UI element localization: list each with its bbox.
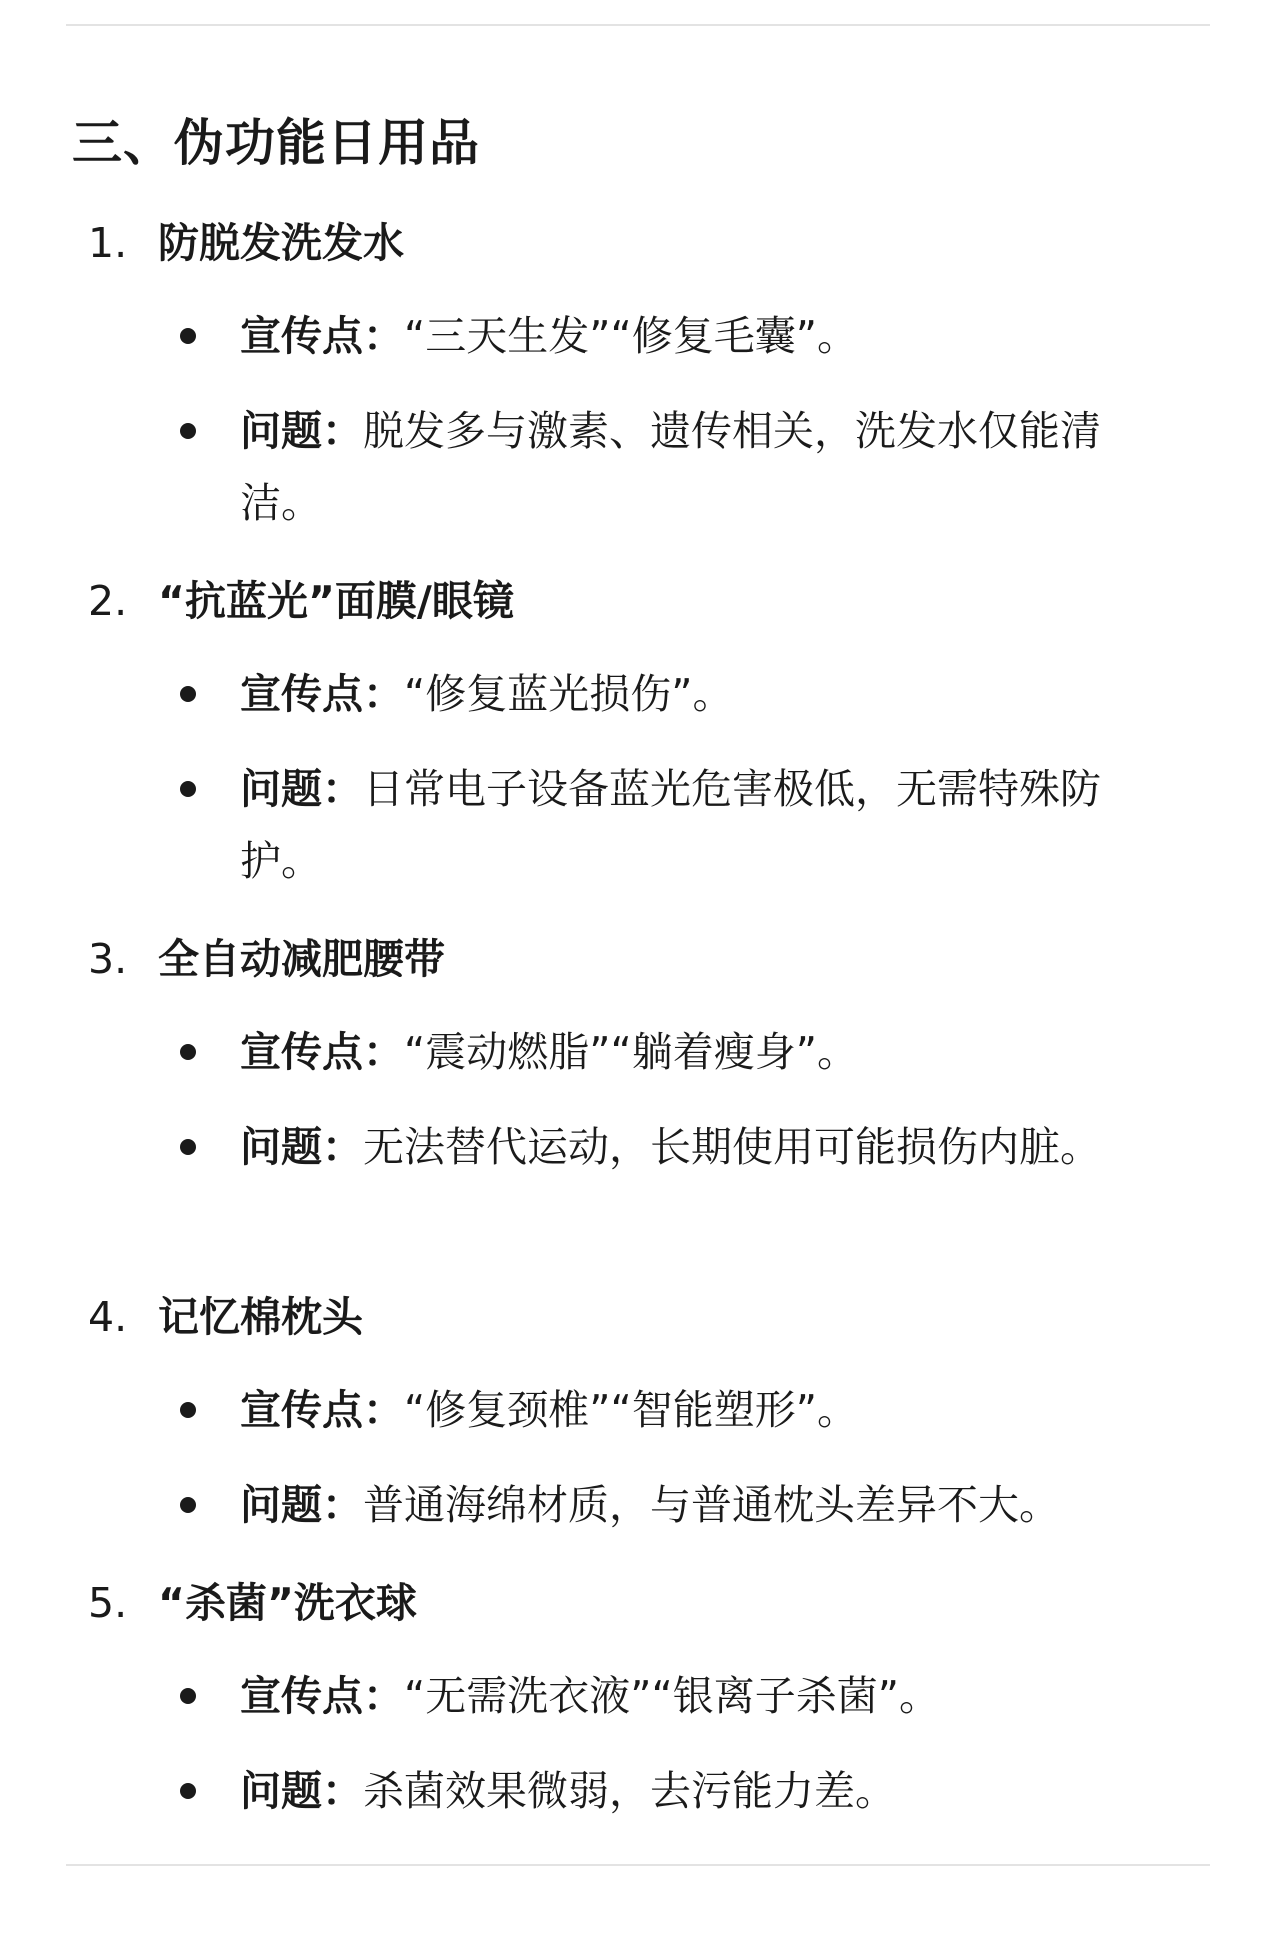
promo-label: 宣传点： (240, 670, 404, 718)
promo-bullet (240, 1374, 1170, 1446)
promo-bullet (240, 1016, 1170, 1088)
top-divider (66, 24, 1210, 26)
issue-text: 普通海绵材质，与普通枕头差异不大。 (363, 1481, 1060, 1529)
section-title: 三、伪功能日用品 (72, 114, 480, 172)
issue-text: 无法替代运动，长期使用可能损伤内脏。 (363, 1123, 1101, 1171)
promo-bullet (240, 1660, 1170, 1732)
promo-text: “无需洗衣液”“银离子杀菌”。 (404, 1672, 940, 1720)
item-name: 全自动减肥腰带 (158, 935, 445, 983)
bullet-dot-icon (180, 328, 196, 344)
promo-label: 宣传点： (240, 312, 404, 360)
item-number: 3. (88, 935, 128, 983)
item-number: 4. (88, 1293, 128, 1341)
issue-text: 脱发多与激素、遗传相关，洗发水仅能清洁。 (240, 407, 1101, 527)
item-number: 2. (88, 577, 128, 625)
bullet-dot-icon (180, 686, 196, 702)
promo-text: “震动燃脂”“躺着瘦身”。 (404, 1028, 858, 1076)
item-number: 1. (88, 219, 128, 267)
issue-label: 问题： (240, 407, 363, 455)
promo-bullet (240, 300, 1170, 372)
bullet-dot-icon (180, 1044, 196, 1060)
bullet-dot-icon (180, 781, 196, 797)
bullet-dot-icon (180, 1497, 196, 1513)
promo-text: “三天生发”“修复毛囊”。 (404, 312, 858, 360)
list-item-title (88, 1574, 417, 1632)
bullet-dot-icon (180, 423, 196, 439)
promo-text: “修复颈椎”“智能塑形”。 (404, 1386, 858, 1434)
issue-text: 杀菌效果微弱，去污能力差。 (363, 1767, 896, 1815)
item-name: 防脱发洗发水 (158, 219, 404, 267)
bullet-dot-icon (180, 1139, 196, 1155)
item-number: 5. (88, 1579, 128, 1627)
issue-bullet (240, 1755, 1170, 1827)
promo-text: “修复蓝光损伤”。 (404, 670, 734, 718)
item-name: “抗蓝光”面膜/眼镜 (158, 577, 514, 625)
issue-label: 问题： (240, 765, 363, 813)
promo-label: 宣传点： (240, 1672, 404, 1720)
issue-bullet (240, 753, 1170, 897)
list-item-title (88, 1288, 363, 1346)
list-item-title (88, 572, 514, 630)
list-item-title (88, 930, 445, 988)
bullet-dot-icon (180, 1688, 196, 1704)
issue-label: 问题： (240, 1481, 363, 1529)
issue-bullet (240, 1469, 1170, 1541)
item-name: “杀菌”洗衣球 (158, 1579, 417, 1627)
bullet-dot-icon (180, 1402, 196, 1418)
promo-label: 宣传点： (240, 1386, 404, 1434)
list-item-title (88, 214, 404, 272)
issue-bullet (240, 1111, 1170, 1183)
item-name: 记忆棉枕头 (158, 1293, 363, 1341)
issue-label: 问题： (240, 1767, 363, 1815)
promo-label: 宣传点： (240, 1028, 404, 1076)
issue-label: 问题： (240, 1123, 363, 1171)
issue-text: 日常电子设备蓝光危害极低，无需特殊防护。 (240, 765, 1101, 885)
bottom-divider (66, 1864, 1210, 1866)
bullet-dot-icon (180, 1783, 196, 1799)
issue-bullet (240, 395, 1170, 539)
promo-bullet (240, 658, 1170, 730)
